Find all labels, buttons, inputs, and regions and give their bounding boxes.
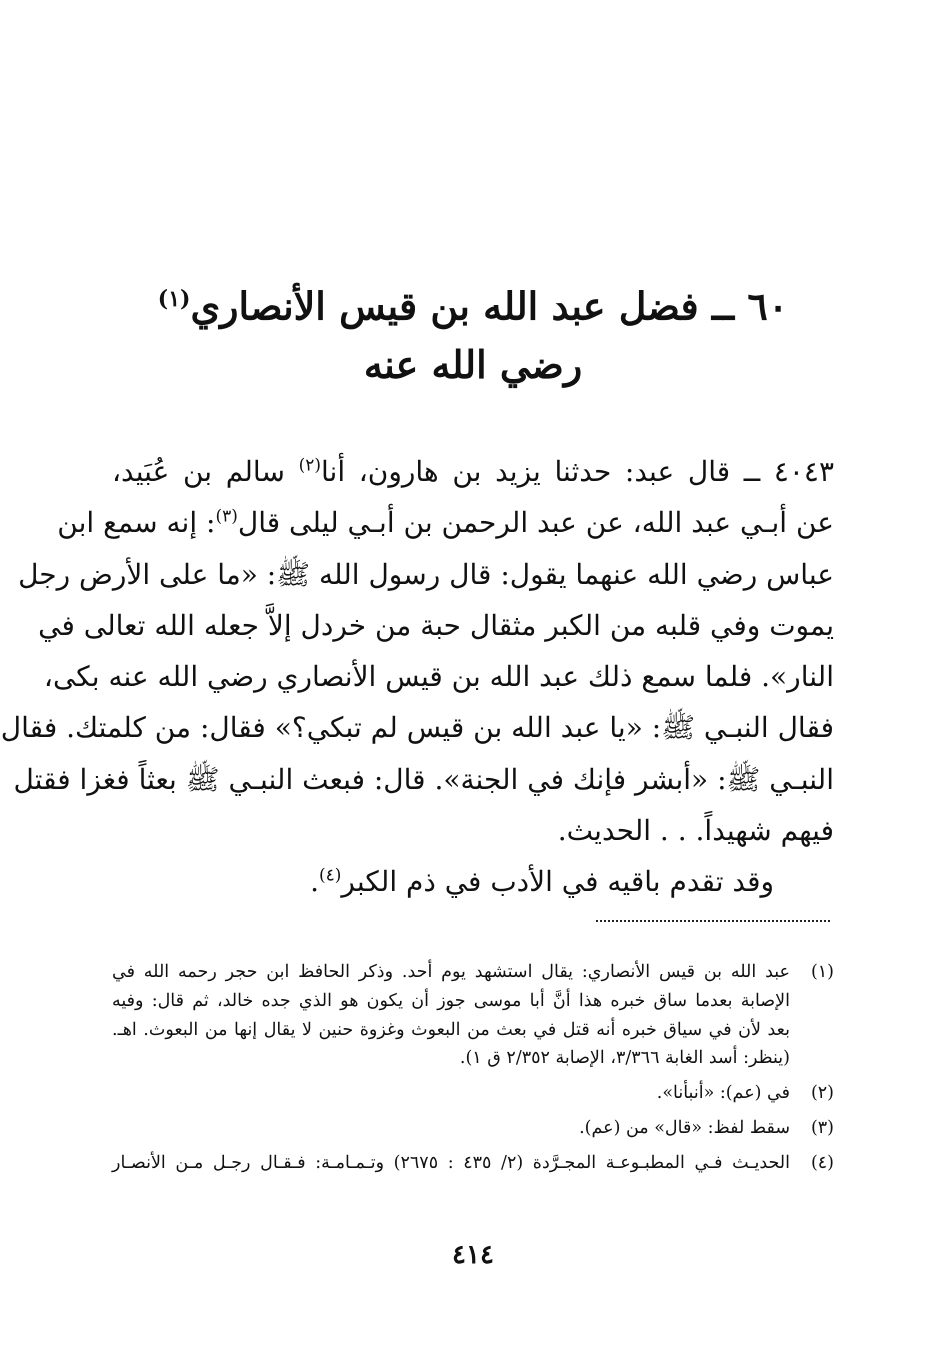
text-segment: وقد تقدم باقيه في الأدب في ذم الكبر bbox=[341, 865, 774, 899]
text-line: فيهم شهيداً. . . الحديث. bbox=[557, 814, 834, 848]
footnote-3 bbox=[112, 1114, 834, 1143]
chapter-footnote-ref: (١) bbox=[157, 286, 191, 312]
footnote-body bbox=[112, 1114, 790, 1143]
hadith-text bbox=[0, 446, 834, 908]
footnote-ref: (٤) bbox=[319, 866, 342, 887]
chapter-heading bbox=[0, 270, 946, 394]
text-line bbox=[112, 446, 834, 497]
chapter-subtitle: رضي الله عنه bbox=[363, 341, 583, 387]
footnote-1 bbox=[112, 958, 834, 1073]
footnote-number: (٤) bbox=[810, 1152, 834, 1173]
text-line: يموت وفي قلبه من الكبر مثقال حبة من خردل إلاَّ جعله الله تعالى في bbox=[38, 608, 834, 642]
text-line: عباس رضي الله عنهما يقول: قال رسول الله ﷺ: «ما على الأرض رجل bbox=[18, 557, 834, 591]
footnote-line: بعد لأن في سياق خبره أنه قتل في بعث من البعوث وغزوة حنين لا يقال إنها من البعوث. اهـ. bbox=[112, 1019, 790, 1040]
footnote-separator bbox=[596, 920, 830, 922]
footnote-number: (١) bbox=[810, 962, 834, 982]
footnote-ref: (٢) bbox=[298, 455, 321, 476]
text-segment: ٤٠٤٣ ــ قال عبد: حدثنا يزيد بن هارون، أنا bbox=[321, 455, 834, 488]
footnote-body bbox=[112, 1149, 790, 1178]
footnote-number: (٣) bbox=[810, 1117, 834, 1138]
footnote-line: الإصابة بعدما ساق خبره هذا أنَّ أبا موسى جوز أن يكون هو الذي جده خالد، ثم قال: وفيه bbox=[112, 990, 790, 1011]
text-segment: . bbox=[310, 865, 319, 899]
footnote-body bbox=[112, 958, 790, 1073]
text-segment: سالم بن عُبَيد، bbox=[112, 455, 299, 488]
footnote-4 bbox=[112, 1149, 834, 1178]
closing-line bbox=[112, 856, 834, 907]
footnotes bbox=[112, 958, 834, 1178]
footnote-ref: (٣) bbox=[215, 506, 238, 527]
footnote-line: عبد الله بن قيس الأنصاري: يقال استشهد يوم أحد. وذكر الحافظ ابن حجر رحمه الله في bbox=[112, 962, 790, 982]
footnote-line: (ينظر: أسد الغابة ٣/٣٦٦، الإصابة ٢/٣٥٢ ق ١). bbox=[459, 1048, 790, 1069]
text-line: النبـي ﷺ: «أبشر فإنك في الجنة». قال: فبعث النبـي ﷺ بعثاً فغزا فقتل bbox=[13, 762, 834, 796]
text-segment: عن أبـي عبد الله، عن عبد الرحمن بن أبـي ليلى قال bbox=[237, 506, 834, 540]
page-number: ٤١٤ bbox=[452, 1240, 494, 1270]
footnote-2 bbox=[112, 1079, 834, 1108]
text-line bbox=[57, 497, 834, 548]
text-line: النار». فلما سمع ذلك عبد الله بن قيس الأنصاري رضي الله عنه بكى، bbox=[43, 660, 834, 694]
footnote-line: في (عم): «أنبأنا». bbox=[656, 1083, 790, 1104]
chapter-title-text: ٦٠ ــ فضل عبد الله بن قيس الأنصاري bbox=[190, 283, 789, 329]
footnote-line: الحديـث فـي المطبـوعـة المجـرَّدة (٢/ ٤٣٥ : ٢٦٧٥) وتـمـامـة: فـقـال رجـل مـن الأنصـار bbox=[112, 1152, 790, 1173]
footnote-line: سقط لفظ: «قال» من (عم). bbox=[579, 1117, 790, 1138]
chapter-title bbox=[0, 270, 946, 336]
footnote-number: (٢) bbox=[810, 1083, 834, 1104]
text-line: فقال النبـي ﷺ: «يا عبد الله بن قيس لم تبكي؟» فقال: من كلمتك. فقال bbox=[0, 711, 834, 745]
text-segment: : إنه سمع ابن bbox=[57, 506, 216, 540]
footnote-body bbox=[112, 1079, 790, 1108]
